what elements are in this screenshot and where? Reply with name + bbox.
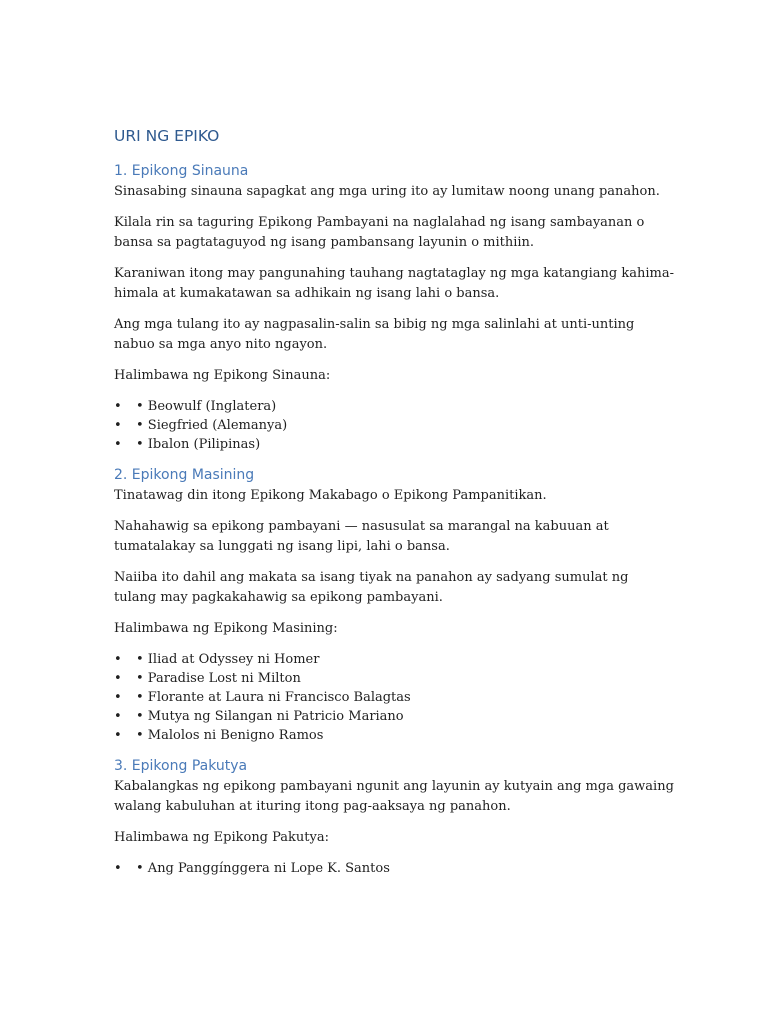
list-item-text: • Mutya ng Silangan ni Patricio Mariano — [136, 709, 404, 724]
section-heading: 1. Epikong Sinauna — [114, 163, 249, 179]
list-item-text: • Paradise Lost ni Milton — [136, 671, 301, 686]
bullet-icon: • — [114, 437, 122, 452]
paragraph: Nahahawig sa epikong pambayani — nasusulat sa marangal na kabuuan at tumatalakay sa lunggati ng isang lipi, lahi o bansa. — [114, 519, 609, 554]
paragraph: Karaniwan itong may pangunahing tauhang nagtataglay ng mga katangiang kahima-himala at kumakatawan sa adhikain ng isang lahi o bansa. — [114, 266, 674, 301]
bullet-icon: • — [114, 399, 122, 414]
list-item — [114, 859, 674, 878]
paragraph: Kabalangkas ng epikong pambayani ngunit ang layunin ay kutyain ang mga gawaing walang kabuluhan at ituring itong pag-aaksaya ng panahon. — [114, 779, 674, 814]
list-item — [114, 435, 674, 454]
list-item-text: • Malolos ni Benigno Ramos — [136, 728, 324, 743]
bullet-icon: • — [114, 652, 122, 667]
examples-label: Halimbawa ng Epikong Pakutya: — [114, 830, 330, 845]
example-list — [114, 859, 674, 878]
list-item-text: • Siegfried (Alemanya) — [136, 418, 288, 433]
paragraph: Ang mga tulang ito ay nagpasalin-salin sa bibig ng mga salinlahi at unti-unting nabuo sa mga anyo nito ngayon. — [114, 317, 635, 352]
list-item-text: • Ibalon (Pilipinas) — [136, 437, 261, 452]
bullet-icon: • — [114, 728, 122, 743]
list-item — [114, 416, 674, 435]
examples-label: Halimbawa ng Epikong Sinauna: — [114, 368, 331, 383]
bullet-icon: • — [114, 709, 122, 724]
list-item — [114, 650, 674, 669]
section-heading: 2. Epikong Masining — [114, 467, 255, 483]
bullet-icon: • — [114, 690, 122, 705]
section-epikong-pakutya — [114, 755, 674, 878]
section-epikong-sinauna — [114, 160, 674, 454]
list-item-text: • Iliad at Odyssey ni Homer — [136, 652, 320, 667]
bullet-icon: • — [114, 418, 122, 433]
document-title: URI NG EPIKO — [114, 127, 220, 145]
list-item-text: • Florante at Laura ni Francisco Balagtas — [136, 690, 411, 705]
example-list — [114, 397, 674, 454]
section-epikong-masining — [114, 464, 674, 745]
paragraph: Tinatawag din itong Epikong Makabago o Epikong Pampanitikan. — [114, 488, 547, 503]
example-list — [114, 650, 674, 745]
bullet-icon: • — [114, 671, 122, 686]
list-item — [114, 669, 674, 688]
paragraph: Sinasabing sinauna sapagkat ang mga uring ito ay lumitaw noong unang panahon. — [114, 184, 660, 199]
list-item — [114, 397, 674, 416]
list-item — [114, 688, 674, 707]
examples-label: Halimbawa ng Epikong Masining: — [114, 621, 338, 636]
bullet-icon: • — [114, 861, 122, 876]
list-item — [114, 707, 674, 726]
list-item-text: • Ang Panggínggera ni Lope K. Santos — [136, 861, 390, 876]
list-item — [114, 726, 674, 745]
paragraph: Kilala rin sa taguring Epikong Pambayani na naglalahad ng isang sambayanan o bansa sa pagtataguyod ng isang pambansang layunin o mithiin. — [114, 215, 645, 250]
paragraph: Naiiba ito dahil ang makata sa isang tiyak na panahon ay sadyang sumulat ng tulang may pagkakahawig sa epikong pambayani. — [114, 570, 629, 605]
list-item-text: • Beowulf (Inglatera) — [136, 399, 277, 414]
document-page — [114, 124, 674, 888]
section-heading: 3. Epikong Pakutya — [114, 758, 248, 774]
